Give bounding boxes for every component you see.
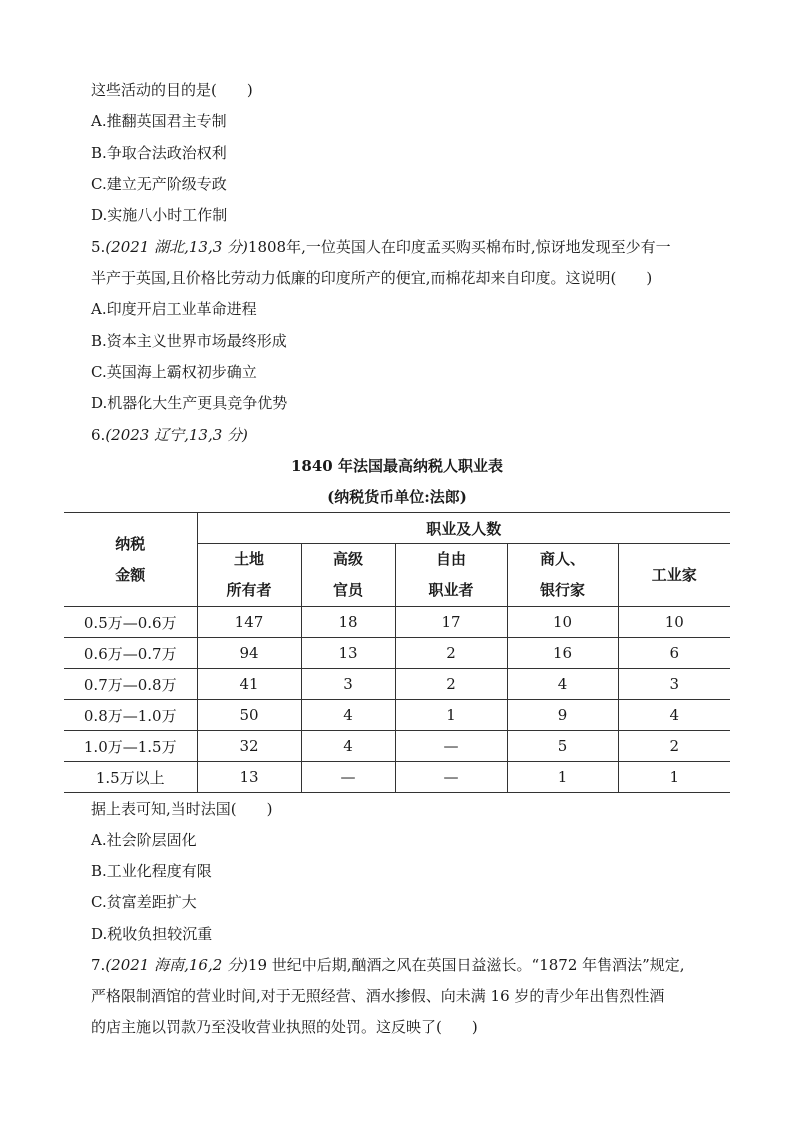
row-range: 0.7万—0.8万: [64, 669, 197, 700]
q4-stem: 这些活动的目的是( ): [91, 81, 253, 99]
table-cell: 1: [618, 762, 730, 793]
table-row: [64, 669, 730, 700]
q7-stem-line2: 严格限制酒馆的营业时间,对于无照经营、酒水掺假、向未满 16 岁的青少年出售烈性酒: [91, 987, 665, 1005]
table-cell: 10: [618, 607, 730, 638]
table-group-header: 职业及人数: [197, 513, 730, 544]
q7-stem-line3: 的店主施以罚款乃至没收营业执照的处罚。这反映了( ): [91, 1018, 478, 1036]
q7-stem-line1: [91, 955, 685, 975]
table-cell: 50: [197, 700, 301, 731]
q4-option-c: C.建立无产阶级专政: [91, 175, 227, 193]
table-cell: 4: [618, 700, 730, 731]
col-header-merchant-banker: 商人、 银行家: [507, 544, 618, 607]
table-row: [64, 700, 730, 731]
q5-stem-line2: 半产于英国,且价格比劳动力低廉的印度所产的便宜,而棉花却来自印度。这说明( ): [91, 269, 653, 287]
table-cell: 9: [507, 700, 618, 731]
table-cell: 1: [507, 762, 618, 793]
q5-option-c: C.英国海上霸权初步确立: [91, 363, 257, 381]
q7-source: (2021 海南,16,2 分): [105, 956, 248, 974]
col-header-liberal-profession: 自由 职业者: [395, 544, 507, 607]
q5-source: (2021 湖北,13,3 分): [105, 238, 248, 256]
q5-option-d: D.机器化大生产更具竞争优势: [91, 394, 288, 412]
table-cell: 3: [618, 669, 730, 700]
col-header-industrialist: 工业家: [618, 544, 730, 607]
table-cell: 2: [395, 669, 507, 700]
table-cell: 13: [197, 762, 301, 793]
q6-number: 6.: [91, 426, 106, 444]
q5-option-a: A.印度开启工业革命进程: [91, 300, 257, 318]
q4-option-d: D.实施八小时工作制: [91, 206, 228, 224]
table-cell: 18: [301, 607, 395, 638]
q5-number: 5.: [91, 238, 106, 256]
q4-option-b: B.争取合法政治权利: [91, 144, 227, 162]
q4-option-a: A.推翻英国君主专制: [91, 112, 227, 130]
table-row: [64, 607, 730, 638]
q6-option-a: A.社会阶层固化: [91, 831, 197, 849]
row-range: 1.0万—1.5万: [64, 731, 197, 762]
table-cell: 13: [301, 638, 395, 669]
table-row: [64, 638, 730, 669]
row-range: 0.8万—1.0万: [64, 700, 197, 731]
row-range: 0.6万—0.7万: [64, 638, 197, 669]
q7-stem-text: 19 世纪中后期,酗酒之风在英国日益滋长。“1872 年售酒法”规定,: [247, 956, 685, 974]
table-row: [64, 731, 730, 762]
table-cell: 6: [618, 638, 730, 669]
table-cell: 41: [197, 669, 301, 700]
q7-number: 7.: [91, 956, 106, 974]
table-cell: —: [301, 762, 395, 793]
taxpayer-table: [64, 512, 730, 793]
q6-header: [91, 425, 248, 445]
table-cell: 3: [301, 669, 395, 700]
table-title: 1840 年法国最高纳税人职业表: [291, 457, 503, 475]
table-cell: 17: [395, 607, 507, 638]
row-range: 0.5万—0.6万: [64, 607, 197, 638]
col-header-landowner: 土地 所有者: [197, 544, 301, 607]
table-cell: 5: [507, 731, 618, 762]
table-cell: 1: [395, 700, 507, 731]
table-cell: 94: [197, 638, 301, 669]
table-cell: 4: [301, 731, 395, 762]
table-corner-header: [64, 513, 197, 607]
corner-line1: 纳税: [115, 534, 146, 553]
q6-option-d: D.税收负担较沉重: [91, 925, 213, 943]
q6-source: (2023 辽宁,13,3 分): [105, 426, 248, 444]
corner-line2: 金额: [115, 565, 146, 584]
q6-stem: 据上表可知,当时法国( ): [91, 800, 273, 818]
table-cell: 4: [507, 669, 618, 700]
q5-option-b: B.资本主义世界市场最终形成: [91, 332, 287, 350]
q6-option-b: B.工业化程度有限: [91, 862, 212, 880]
col-header-senior-official: 高级 官员: [301, 544, 395, 607]
table-cell: 32: [197, 731, 301, 762]
row-range: 1.5万以上: [64, 762, 197, 793]
table-cell: 4: [301, 700, 395, 731]
q5-stem-text: 1808年,一位英国人在印度孟买购买棉布时,惊讶地发现至少有一: [247, 238, 671, 256]
table-cell: —: [395, 762, 507, 793]
table-cell: 2: [618, 731, 730, 762]
q5-stem-line1: [91, 237, 671, 257]
table-row: [64, 762, 730, 793]
table-cell: —: [395, 731, 507, 762]
table-cell: 2: [395, 638, 507, 669]
table-cell: 16: [507, 638, 618, 669]
table-cell: 10: [507, 607, 618, 638]
table-cell: 147: [197, 607, 301, 638]
table-subtitle: (纳税货币单位:法郎): [327, 488, 467, 506]
q6-option-c: C.贫富差距扩大: [91, 893, 197, 911]
